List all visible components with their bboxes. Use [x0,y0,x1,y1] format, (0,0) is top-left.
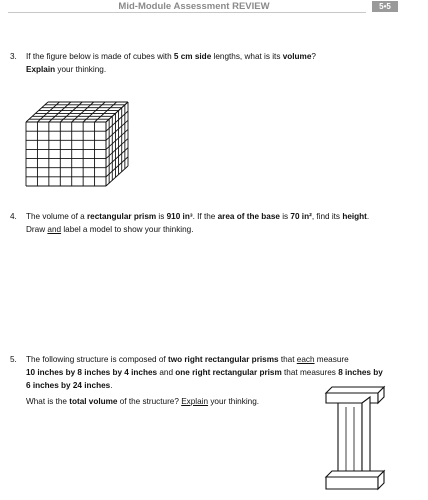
problem-text: The following structure is composed of two right rectangular prisms that each measure 10 inches by 8 inches by 4 inches and one right rectangular prism that measures 8 inches by 6 inches by 24 inches. What is the total volume of the structure? Explain your thinking. [26,355,383,406]
problem-number: 5. [10,355,17,364]
header-rule [8,12,366,13]
bottom-prism-front-face [326,477,378,489]
column-side-face [362,397,370,477]
page-header [0,0,428,13]
problem-4 [10,210,420,240]
problem-text: If the figure below is made of cubes with 5 cm side lengths, what is its volume? Explain your thinking. [26,52,316,74]
problem-text: The volume of a rectangular prism is 910 in³. If the area of the base is 70 in², find its height. Draw and label a model to show your thinking. [26,212,370,234]
problem-number: 4. [10,212,17,221]
cube-figure [20,90,140,190]
module-badge: 5•5 [372,1,398,12]
bottom-prism-top-face [326,471,384,477]
header-title: Mid-Module Assessment REVIEW [118,1,270,12]
column-front-face [338,403,362,477]
structure-figure [318,385,390,497]
problem-number: 3. [10,52,17,61]
problem-3 [10,50,410,80]
top-prism-top-face [326,387,384,393]
